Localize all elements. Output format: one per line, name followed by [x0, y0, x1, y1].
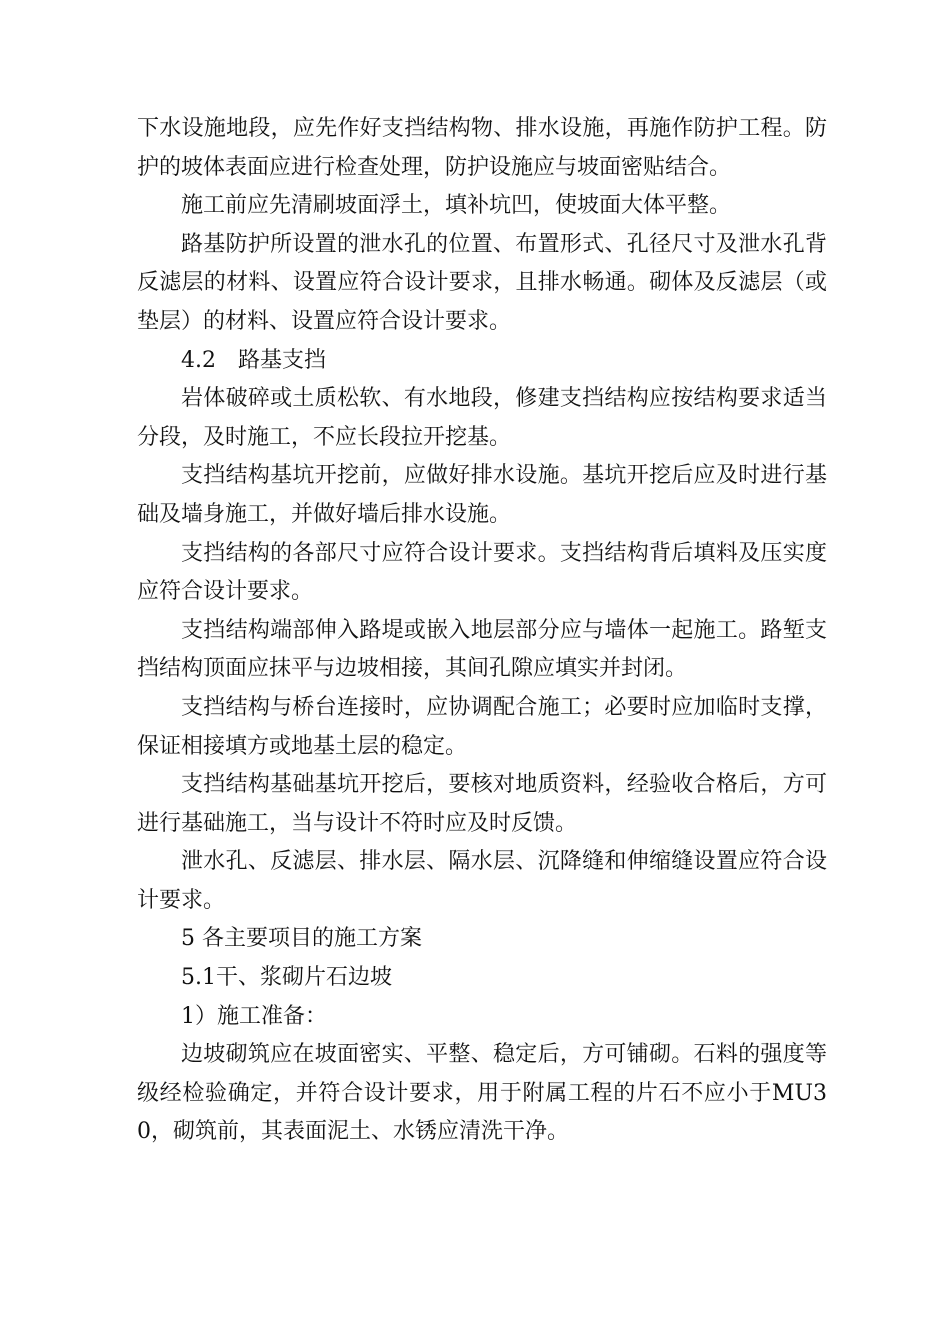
paragraph: 支挡结构基坑开挖前，应做好排水设施。基坑开挖后应及时进行基础及墙身施工，并做好墙后排水设施。 — [137, 463, 827, 527]
paragraph-continuation: 下水设施地段，应先作好支挡结构物、排水设施，再施作防护工程。防护的坡体表面应进行检查处理，防护设施应与坡面密贴结合。 — [137, 116, 827, 180]
section-heading-5: 5 各主要项目的施工方案 — [181, 926, 422, 952]
paragraph: 岩体破碎或土质松软、有水地段，修建支挡结构应按结构要求适当分段，及时施工，不应长段拉开挖基。 — [137, 386, 827, 450]
paragraph: 路基防护所设置的泄水孔的位置、布置形式、孔径尺寸及泄水孔背反滤层的材料、设置应符合设计要求，且排水畅通。砌体及反滤层（或垫层）的材料、设置应符合设计要求。 — [137, 231, 827, 334]
paragraph: 支挡结构的各部尺寸应符合设计要求。支挡结构背后填料及压实度应符合设计要求。 — [137, 540, 827, 605]
paragraph: 支挡结构与桥台连接时，应协调配合施工；必要时应加临时支撑，保证相接填方或地基土层的稳定。 — [137, 694, 827, 759]
subsection-heading: 1）施工准备： — [181, 1003, 327, 1029]
paragraph: 支挡结构端部伸入路堤或嵌入地层部分应与墙体一起施工。路堑支挡结构顶面应抹平与边坡相接，其间孔隙应填实并封闭。 — [137, 617, 827, 682]
paragraph: 施工前应先清刷坡面浮土，填补坑凹，使坡面大体平整。 — [181, 193, 732, 219]
section-heading-4-2: 4.2 路基支挡 — [181, 347, 326, 373]
paragraph: 泄水孔、反滤层、排水层、隔水层、沉降缝和伸缩缝设置应符合设计要求。 — [137, 849, 827, 913]
document-body — [137, 110, 827, 1152]
paragraph: 边坡砌筑应在坡面密实、平整、稳定后，方可铺砌。石料的强度等级经检验确定，并符合设计要求，用于附属工程的片石不应小于MU30，砌筑前，其表面泥土、水锈应清洗干净。 — [137, 1042, 827, 1145]
section-heading-5-1: 5.1干、浆砌片石边坡 — [181, 965, 392, 991]
paragraph: 支挡结构基础基坑开挖后，要核对地质资料，经验收合格后，方可进行基础施工，当与设计不符时应及时反馈。 — [137, 772, 827, 836]
